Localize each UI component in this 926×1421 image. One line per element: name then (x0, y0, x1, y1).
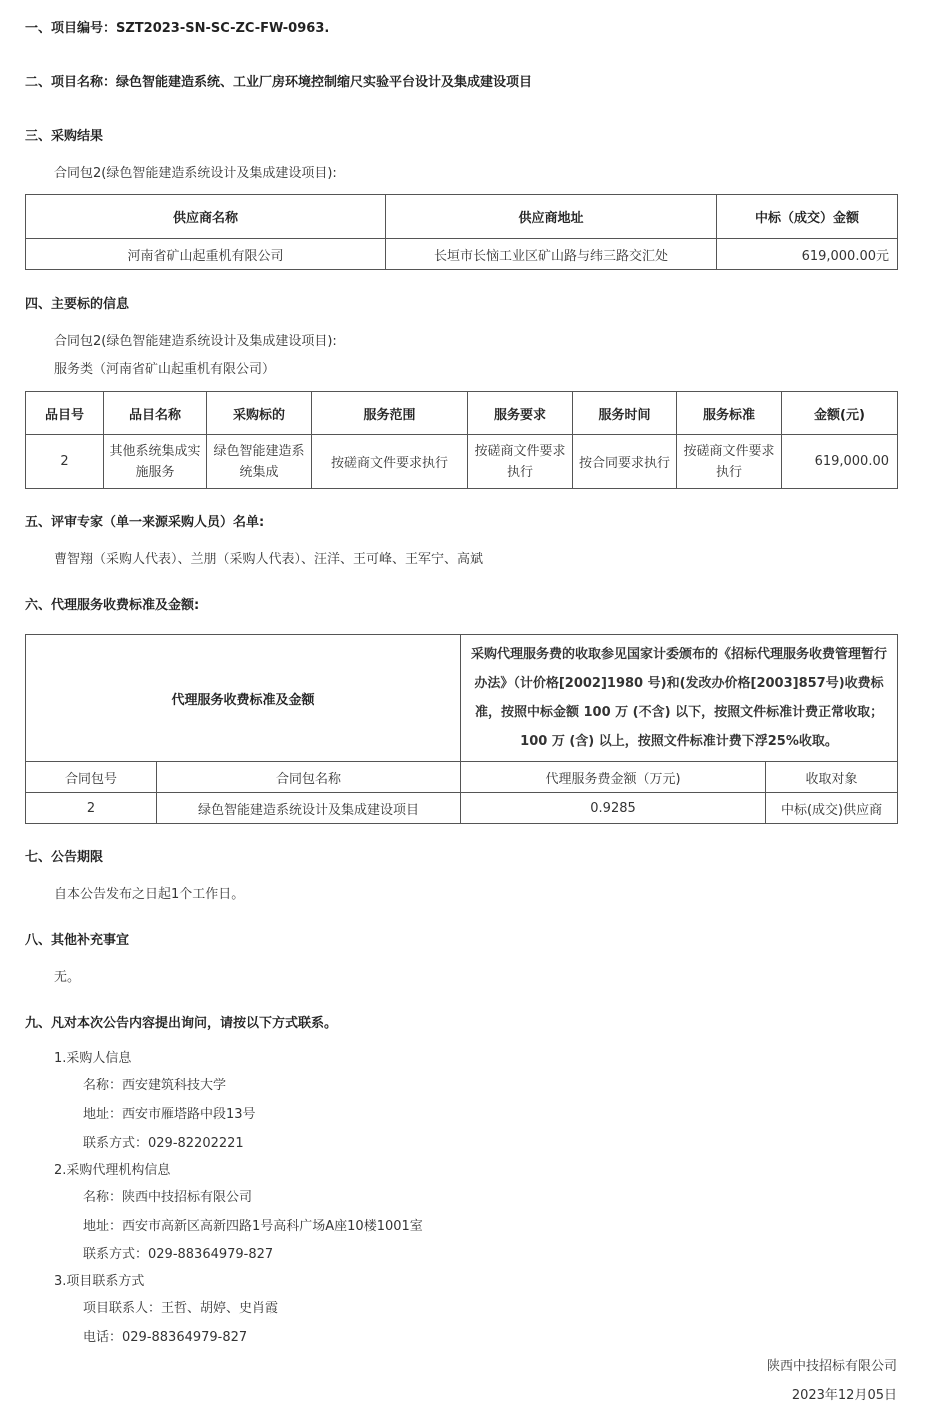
table-header-row (26, 195, 898, 239)
header-item-no: 品目号 (26, 392, 104, 435)
table-row (26, 239, 898, 270)
project-number-label: 一、项目编号： (25, 21, 117, 36)
project-number-value: SZT2023-SN-SC-ZC-FW-0963. (116, 21, 330, 36)
supplier-name-cell: 河南省矿山起重机有限公司 (26, 239, 386, 270)
fee-standard-row (26, 635, 898, 762)
section-title-other-matters: 八、其他补充事宜 (25, 933, 130, 948)
header-item-name: 品目名称 (104, 392, 207, 435)
other-matters-text: 无。 (54, 970, 81, 985)
header-package-name: 合同包名称 (157, 762, 461, 793)
table-row (26, 435, 898, 489)
table-header-row (26, 762, 898, 793)
header-service-time: 服务时间 (573, 392, 677, 435)
purchaser-name: 名称：西安建筑科技大学 (83, 1078, 227, 1093)
header-procurement-subject: 采购标的 (207, 392, 312, 435)
service-standard-cell: 按磋商文件要求执行 (677, 435, 782, 489)
purchaser-info-title: 1.采购人信息 (54, 1051, 132, 1066)
section-title-announcement-period: 七、公告期限 (25, 850, 104, 865)
announcement-period-text: 自本公告发布之日起1个工作日。 (54, 887, 245, 902)
service-time-cell: 按合同要求执行 (573, 435, 677, 489)
service-scope-cell: 按磋商文件要求执行 (312, 435, 468, 489)
footer-company: 陕西中技招标有限公司 (766, 1359, 897, 1374)
package-no-cell: 2 (26, 793, 157, 824)
fee-standard-text: 采购代理服务费的收取参见国家计委颁布的《招标代理服务收费管理暂行办法》（计价格[2002]1980 号)和(发改办价格[2003]857号)收费标准，按照中标金额 100 万 (不含) 以下，按照文件标准计费正常收取；100 万 (含) 以上，按照文件标准计费下浮25%收取。 (461, 635, 898, 762)
header-payer: 收取对象 (766, 762, 898, 793)
table-header-row (26, 392, 898, 435)
award-amount-cell: 619,000.00元 (717, 239, 898, 270)
procurement-subject-cell: 绿色智能建造系统集成 (207, 435, 312, 489)
project-contact-title: 3.项目联系方式 (54, 1274, 145, 1289)
item-name-cell: 其他系统集成实施服务 (104, 435, 207, 489)
header-supplier-address: 供应商地址 (386, 195, 717, 239)
main-items-category: 服务类（河南省矿山起重机有限公司） (54, 362, 276, 377)
purchase-result-package: 合同包2(绿色智能建造系统设计及集成建设项目): (54, 166, 337, 181)
table-row (26, 793, 898, 824)
project-name-line (25, 71, 532, 90)
agency-info-title: 2.采购代理机构信息 (54, 1163, 171, 1178)
service-requirement-cell: 按磋商文件要求执行 (468, 435, 573, 489)
project-name-label: 二、项目名称： (25, 75, 117, 90)
project-contact-people: 项目联系人：王哲、胡婷、史肖霞 (83, 1301, 279, 1316)
package-name-cell: 绿色智能建造系统设计及集成建设项目 (157, 793, 461, 824)
amount-cell: 619,000.00 (782, 435, 898, 489)
purchaser-contact: 联系方式：029-82202221 (83, 1136, 244, 1151)
header-amount: 金额(元) (782, 392, 898, 435)
agency-address: 地址：西安市高新区高新四路1号高科广场A座10楼1001室 (83, 1219, 423, 1234)
section-title-experts: 五、评审专家（单一来源采购人员）名单: (25, 515, 265, 530)
header-service-requirement: 服务要求 (468, 392, 573, 435)
supplier-address-cell: 长垣市长恼工业区矿山路与纬三路交汇处 (386, 239, 717, 270)
section-title-agency-fee: 六、代理服务收费标准及金额: (25, 598, 200, 613)
item-no-cell: 2 (26, 435, 104, 489)
main-items-table (25, 391, 898, 489)
section-title-purchase-result: 三、采购结果 (25, 129, 104, 144)
project-number-line (25, 17, 329, 36)
footer-date: 2023年12月05日 (791, 1388, 897, 1403)
agency-fee-table (25, 634, 898, 824)
main-items-package: 合同包2(绿色智能建造系统设计及集成建设项目): (54, 334, 337, 349)
purchase-result-table (25, 194, 898, 270)
header-supplier-name: 供应商名称 (26, 195, 386, 239)
agency-fee-cell: 0.9285 (461, 793, 766, 824)
purchaser-address: 地址：西安市雁塔路中段13号 (83, 1107, 256, 1122)
agency-contact: 联系方式：029-88364979-827 (83, 1247, 274, 1262)
header-service-standard: 服务标准 (677, 392, 782, 435)
header-package-no: 合同包号 (26, 762, 157, 793)
section-title-contact: 九、凡对本次公告内容提出询问，请按以下方式联系。 (25, 1016, 338, 1031)
header-agency-fee: 代理服务费金额（万元) (461, 762, 766, 793)
fee-standard-label: 代理服务收费标准及金额 (26, 635, 461, 762)
header-award-amount: 中标（成交）金额 (717, 195, 898, 239)
project-contact-phone: 电话：029-88364979-827 (83, 1330, 248, 1345)
header-service-scope: 服务范围 (312, 392, 468, 435)
payer-cell: 中标(成交)供应商 (766, 793, 898, 824)
project-name-value: 绿色智能建造系统、工业厂房环境控制缩尺实验平台设计及集成建设项目 (116, 75, 533, 90)
section-title-main-items: 四、主要标的信息 (25, 297, 130, 312)
experts-list: 曹智翔（采购人代表）、兰朋（采购人代表）、汪洋、王可峰、王军宁、高斌 (54, 552, 484, 567)
agency-name: 名称：陕西中技招标有限公司 (83, 1190, 253, 1205)
